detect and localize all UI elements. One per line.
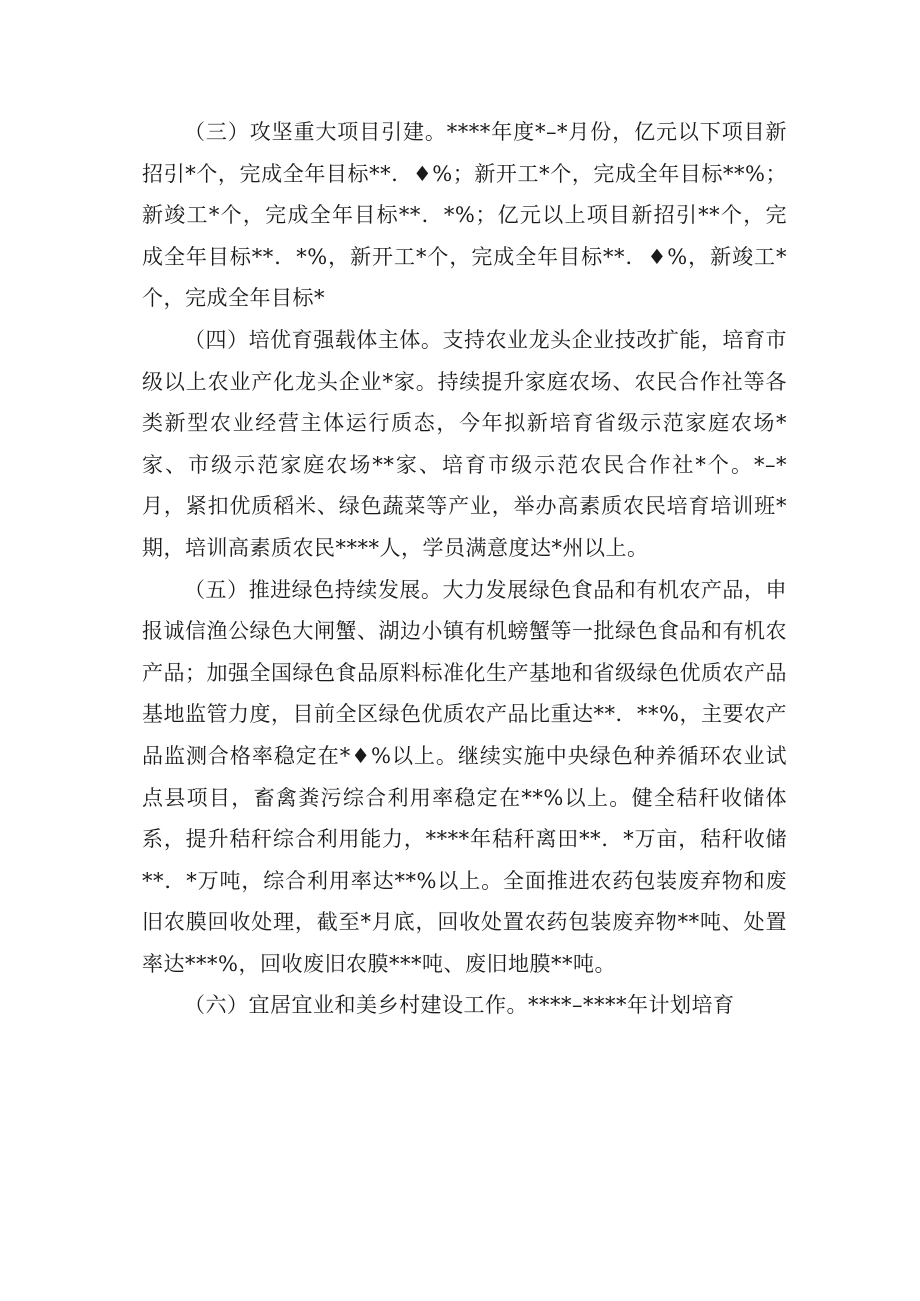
paragraph-major-project-attraction: （三）攻坚重大项目引建。****年度*–*月份，亿元以下项目新招引*个，完成全年目标**．♦%；新开工*个，完成全年目标**%；新竣工*个，完成全年目标**．*%；亿元以上项目新招引**个，完成全年目标**．*%，新开工*个，完成全年目标**．♦%，新竣工*个，完成全年目标*	[142, 120, 787, 311]
paragraph-cultivate-entities: （四）培优育强载体主体。支持农业龙头企业技改扩能，培育市级以上农业产化龙头企业*家。持续提升家庭农场、农民合作社等各类新型农业经营主体运行质态，今年拟新培育省级示范家庭农场*家、市级示范家庭农场**家、培育市级示范农民合作社*个。*–*月，紧扣优质稻米、绿色蔬菜等产业，举办高素质农民培育培训班*期，培训高素质农民****人，学员满意度达*州以上。	[142, 327, 787, 560]
document-body	[142, 112, 787, 1027]
paragraph-livable-village: （六）宜居宜业和美乡村建设工作。****–****年计划培育	[184, 993, 735, 1018]
paragraph-green-development: （五）推进绿色持续发展。大力发展绿色食品和有机农产品，申报诚信渔公绿色大闸蟹、湖边小镇有机螃蟹等一批绿色食品和有机农产品；加强全国绿色食品原料标准化生产基地和省级绿色优质农产品基地监管力度，目前全区绿色优质农产品比重达**．**%，主要农产品监测合格率稳定在*♦%以上。继续实施中央绿色种养循环农业试点县项目，畜禽粪污综合利用率稳定在**%以上。健全秸秆收储体系，提升秸秆综合利用能力，****年秸秆离田**．*万亩，秸秆收储**．*万吨，综合利用率达**%以上。全面推进农药包装废弃物和废旧农膜回收处理，截至*月底，回收处置农药包装废弃物**吨、处置率达***%，回收废旧农膜***吨、废旧地膜**吨。	[142, 577, 787, 976]
